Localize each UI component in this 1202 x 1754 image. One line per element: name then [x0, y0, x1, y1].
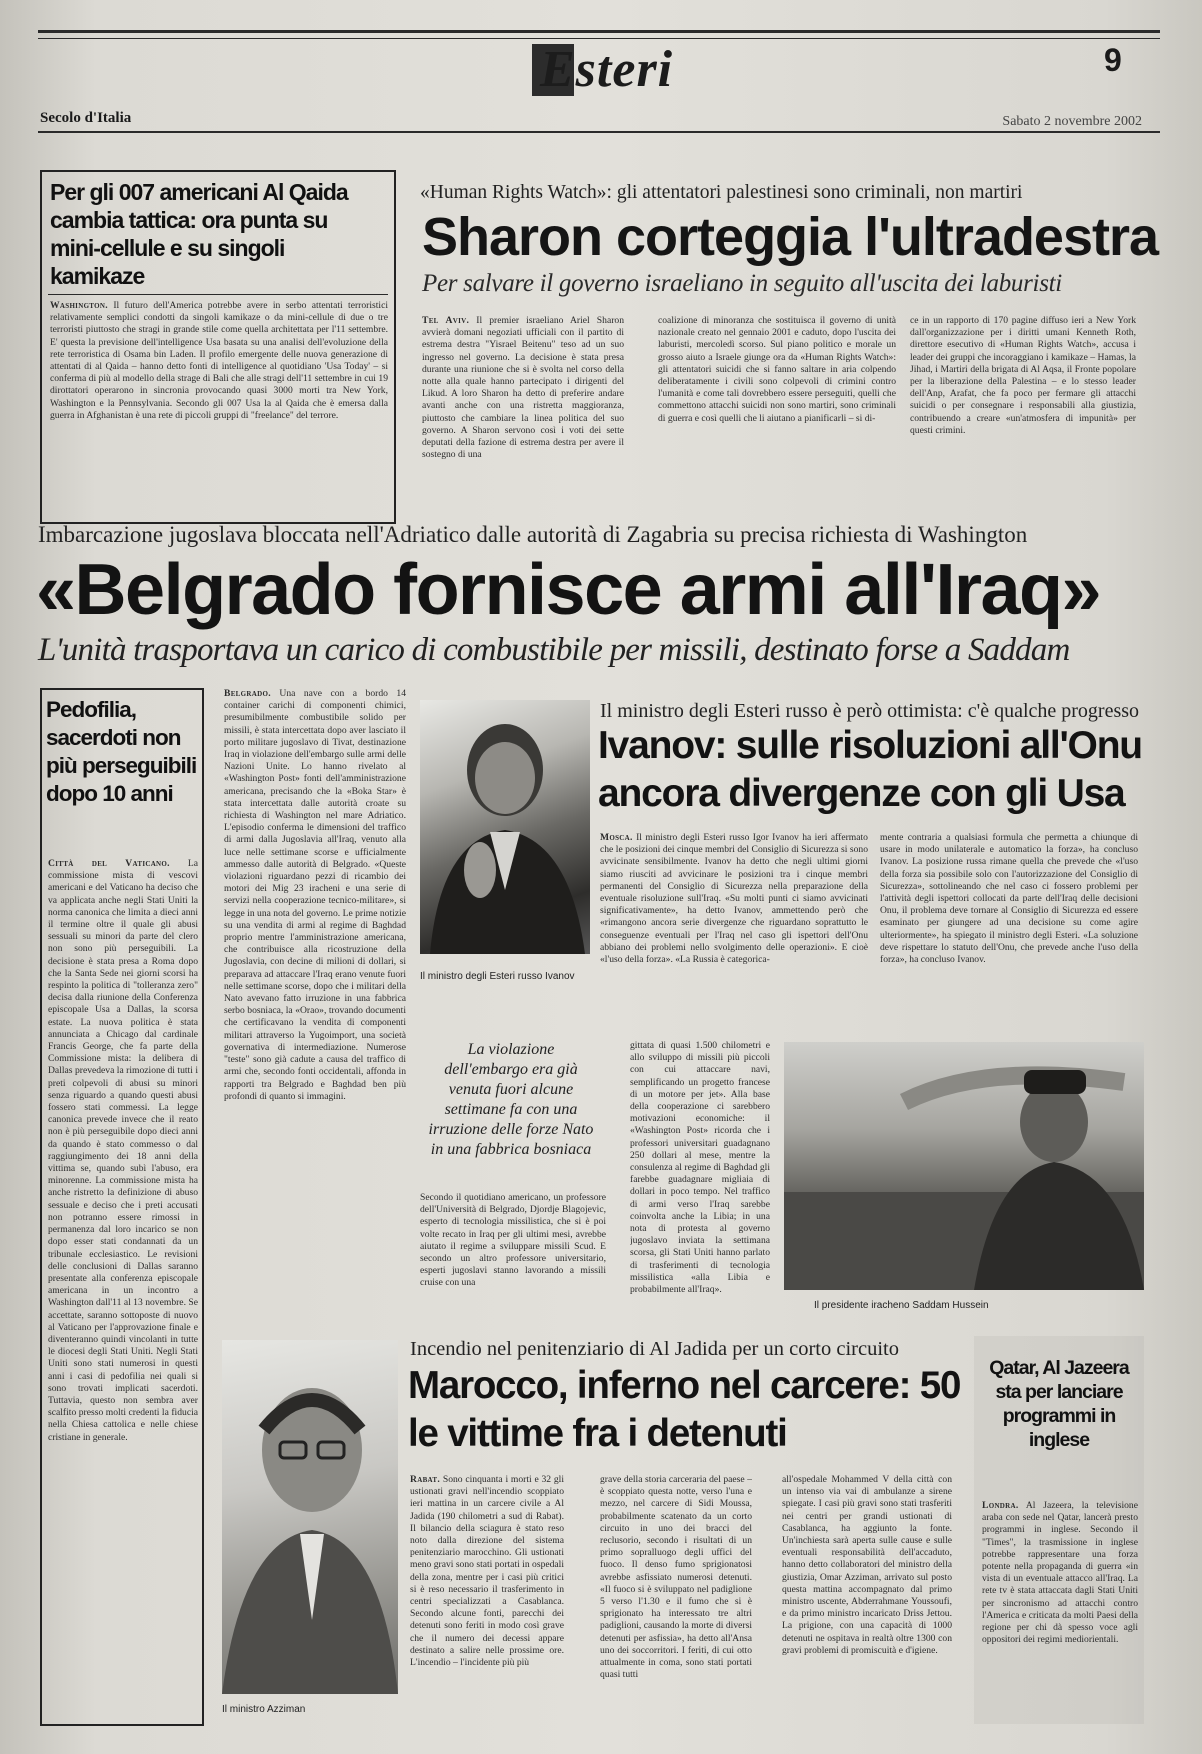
article-007-headline: Per gli 007 americani Al Qaida cambia tattica: ora punta su mini-cellule e su singoli kamikaze: [50, 179, 348, 289]
sharon-headline: Sharon corteggia l'ultradestra: [422, 207, 1159, 267]
article-007-text: Il futuro dell'America potrebbe avere in serbo attentati terroristici relativamente semplici condotti da singoli kamikaze o da mini-cellule di due o tre terroristi piuttosto che stragi in grande stile come quella architettata per l'11 settembre. E' questa la previsione dell'intelligence Usa basata su una analisi dell'evoluzione della rete terroristica di Osama bin Laden. Il profilo emergente delle nuova generazione di attentati di al Qaida – hanno detto fonti di intelligence al quotidiano 'Usa Today' – si conferma di più al modello della strage di Bali che alle stragi dell'11 settembre in cui 19 dirottatori operarono in sincronia provocando quasi 3000 morti tra New York, Washington e la Pennsylvania. Secondo gli 007 Usa la al Qaida che è emersa dalla guerra in Afghanistan è una rete di piccoli gruppi di "freelance" del terrore.: [50, 300, 388, 421]
sharon-col-1-text: Il premier israeliano Ariel Sharon avvierà domani negoziati ufficiali con il partito di estrema destra "Yisrael Beitenu" teso ad un suo ingresso nel governo. La decisione è stata presa durante una riunione che si è svolta nel corso della notte alla quale hanno partecipato i dirigenti del Likud. A loro Sharon ha detto di preferire andare avanti anche con una ristretta maggioranza, piuttosto che cambiare la linea politica del suo governo. A Sharon servono così i voti dei sette deputati della fazione di estrema destra per avere il sostegno di una: [422, 315, 624, 461]
marocco-kicker: Incendio nel penitenziario di Al Jadida per un corto circuito: [410, 1338, 899, 1360]
issue-date: Sabato 2 novembre 2002: [1002, 114, 1142, 129]
belgrado-dateline: Belgrado.: [224, 688, 271, 699]
ivanov-col-1: [600, 832, 868, 1000]
article-007-divider: [48, 294, 388, 295]
azziman-photo: [222, 1340, 398, 1694]
belgrado-kicker: Imbarcazione jugoslava bloccata nell'Adriatico dalle autorità di Zagabria su precisa richiesta di Washington: [38, 522, 1028, 547]
paper-name: Secolo d'Italia: [40, 110, 132, 126]
belgrado-col-3: gittata di quasi 1.500 chilometri e allo sviluppo di missili più piccoli con cui attaccare navi, semplificando un progetto francese di un motore per jet». Alla base della cooperazione ci sarebbero motivazioni economiche: il «Washington Post» ricorda che i professori universitari guadagnano 250 dollari al mese, mentre la consulenza al regime di Baghdad gli farebbe guadagnare migliaia di dollari in poco tempo. Nel traffico di armi verso l'Iraq sarebbe coinvolta anche la Libia; in una nota di protesta al governo jugoslavo inviata la settimana scorsa, gli Stati Uniti hanno parlato di trasferimenti di tecnologia missilistica «alla Libia e probabilmente all'Iraq».: [630, 1040, 770, 1296]
belgrado-col-1-text: Una nave con a bordo 14 container carichi di componenti chimici, presumibilmente combustibile solido per missili, è stata intercettata dopo aver lasciato il porto militare jugoslavo di Tivat, destinazione Iraq in violazione dell'embargo sulle armi delle Nazioni Unite. Lo hanno rivelato al «Washington Post» fonti dell'amministrazione americana, precisando che la «Boka Star» è stata intercettata dalle autorità croate su richiesta di Washington nel mare Adriatico. L'episodio conferma le dimensioni del traffico di armi dalla Jugoslavia all'Iraq, venuto alla luce nelle settimane scorse e ufficialmente ammesso dalle autorità di Belgrado. «Queste violazioni riguardano pezzi di ricambio dei motori dei Mig 23 iracheni e una serie di servizi nella cooperazione tecnico-militare», si legge in una nota del governo. Le prime notizie su una vendita di armi al regime di Baghdad proprio mentre l'amministrazione americana, che contribuisce alla ricostruzione della Jugoslavia, con decine di milioni di dollari, si preparava ad attaccare l'Iraq erano venute fuori nelle settimane scorse, dopo che i militari della Nato avevano fatto irruzione in una fabbrica serbo bosniaca, la «Orao», trovando documenti che certificavano la vendita di componenti militari attraverso la Yugoimport, una società governativa di intermediazione. Numerose "teste" sono già cadute a causa del traffico di armi che, secondo fonti occidentali, affonda in rapporti tra Belgrado e Baghdad ben più profondi di quanto si immagini.: [224, 688, 406, 1102]
marocco-headline: Marocco, inferno nel carcere: 50 le vittime fra i detenuti: [408, 1364, 961, 1455]
ivanov-photo: [420, 700, 590, 954]
saddam-photo: [784, 1042, 1144, 1290]
qatar-box: [974, 1336, 1144, 1724]
belgrado-col-2: Secondo il quotidiano americano, un professore dell'Università di Belgrado, Djordje Blagojevic, esperto di tecnologia missilistica, che si è poi volte recato in Iraq per gli ultimi mesi, avrebbe aiutato il regime a sviluppare missili Scud. E secondo un altro professore universitario, esperti jugoslavi stanno lavorando a missili cruise con una: [420, 1192, 606, 1289]
marocco-col-2: grave della storia carceraria del paese – è scoppiato questa notte, verso l'una e mezzo, nel carcere di Sidi Moussa, probabilmente scatenato da un corto circuito in uno dei bracci del reclusorio, secondo i risultati di un primo sopralluogo degli uffici del fuoco. Il denso fumo sprigionatosi avrebbe asfissiato numerosi detenuti. «Il fuoco si è sviluppato nel padiglione 5 verso l'1.30 e il fumo che si è sprigionato ha interessato tre altri padiglioni, causando la morte di diversi detenuti per asfissia», ha detto all'Ansa uno dei soccorritori. I feriti, di cui otto attualmente in coma, sono stati portati quasi tutti: [600, 1474, 752, 1681]
ivanov-col-2: mente contraria a qualsiasi formula che permetta a chiunque di usare in modo unilaterale e automatico la forza», ha concluso Ivanov. La posizione russa rimane quella che prevede che «l'uso della forza sia possibile solo con l'autorizzazione del Consiglio di Sicurezza», sottolineando che nel caso ci fossero problemi per l'attività degli ispettori collocati da parte dell'Iraq delle decisioni Onu, il problema deve tornare al Consiglio di Sicurezza ed essere esaminato per giungere ad una decisione su come agire ulteriormente», ha spiegato il ministro degli Esteri. «La soluzione deve rispettare lo statuto dell'Onu, che prevede anche l'uso della forza», ha concluso Ivanov.: [880, 832, 1138, 966]
ivanov-col-1-text: Il ministro degli Esteri russo Igor Ivanov ha ieri affermato che le posizioni dei cinque membri del Consiglio di Sicurezza si sono avvicinate sensibilmente. Ivanov ha detto che negli ultimi giorni siamo riusciti ad avvicinare le posizioni tra i cinque membri permanenti del Consiglio di Sicurezza nella preparazione della eventuale risoluzione sull'Iraq. «Su molti punti ci siamo avvicinati significativamente», ha detto Ivanov, ammettendo però che «rimangono ancora serie divergenze che riguardano soprattutto le conseguenze eventuali per l'Iraq nel caso gli ispettori dell'Onu abbiano dei problemi nello svolgimento delle operazioni». E cioè «l'uso della forza». «La Russia è categorica-: [600, 832, 868, 966]
saddam-photo-caption: Il presidente iracheno Saddam Hussein: [814, 1300, 989, 1311]
sharon-dateline: Tel Aviv.: [422, 315, 470, 326]
article-007-box: [40, 170, 396, 524]
article-007-body: [50, 300, 388, 520]
qatar-headline: Qatar, Al Jazeera sta per lanciare programmi in inglese: [989, 1357, 1129, 1451]
masthead-bottom-rule: [38, 131, 1160, 133]
page-number: 9: [1104, 42, 1122, 78]
saddam-photo-figure: [784, 1042, 1144, 1290]
pedofilia-dateline: Città del Vaticano.: [48, 858, 170, 869]
ivanov-kicker: Il ministro degli Esteri russo è però ottimista: c'è qualche progresso: [600, 700, 1140, 722]
pedofilia-headline: Pedofilia, sacerdoti non più perseguibili dopo 10 anni: [46, 697, 197, 806]
belgrado-subhead: L'unità trasportava un carico di combustibile per missili, destinato forse a Saddam: [38, 632, 1070, 668]
sharon-kicker: «Human Rights Watch»: gli attentatori palestinesi sono criminali, non martiri: [420, 182, 1023, 203]
article-007-dateline: Washington.: [50, 300, 108, 311]
marocco-col-3: all'ospedale Mohammed V della città con un intenso via vai di ambulanze a sirene spiegate. I casi più gravi sono stati trasferiti nei centri per grandi ustionati di Casablanca, ha aggiunto la fonte. Un'inchiesta sarà aperta sulle cause e sulle eventuali responsabilità dell'accaduto, hanno detto collaboratori del ministro della giustizia, Omar Azziman, arrivato sul posto questa mattina accompagnato dal primo ministro uscente, Abderrahmane Youssoufi, e da primo ministro incaricato Driss Jettou. La prigione, con una capacità di 1000 detenuti ne ospitava in realtà oltre 1300 con gravi problemi di promiscuità e d'igiene.: [782, 1474, 952, 1656]
belgrado-headline: «Belgrado fornisce armi all'Iraq»: [36, 550, 1101, 630]
qatar-text: Al Jazeera, la televisione araba con sede nel Qatar, lancerà presto programmi in inglese. Secondo il "Times", la trasmissione in inglese potrebbe rappresentare una forza potente nella propaganda di guerra «in vista di un eventuale attacco all'Iraq. La rete tv è stata attaccata dagli Stati Uniti per sincronismo ad attacchi contro l'America e criticata da molti Paesi della regione per chi dà spesso voce agli oppositori dei regimi mediorientali.: [982, 1500, 1138, 1646]
qatar-dateline: Londra.: [982, 1500, 1019, 1511]
qatar-body: [982, 1500, 1138, 1718]
sharon-col-3: ce in un rapporto di 170 pagine diffuso ieri a New York dall'organizzazione per i diritti umani Kenneth Roth, direttore esecutivo di «Human Rights Watch», accusa i leader dei gruppi che incoraggiano i kamikaze – Hamas, la Jihad, i Martiri della brigata di Al Aqsa, il Fronte popolare per la liberazione della Palestina – e lo stesso leader dell'Anp, Arafat, che fa poco per fermare gli attacchi suicidi o per consegnare i responsabili alla giustizia, contribuendo a creare «un'atmosfera di impunità» per questi crimini.: [910, 315, 1136, 436]
ivanov-headline: Ivanov: sulle risoluzioni all'Onu ancora divergenze con gli Usa: [598, 724, 1142, 815]
marocco-dateline: Rabat.: [410, 1474, 441, 1485]
ivanov-dateline: Mosca.: [600, 832, 633, 843]
pedofilia-box: [40, 688, 204, 1726]
pedofilia-text: La commissione mista di vescovi americani e del Vaticano ha deciso che va applicata anche negli Stati Uniti la norma canonica che limita a dieci anni il termine oltre il quale gli abusi sessuali su minori da parte del clero non sono più perseguibili. La decisione è stata presa a Roma dopo che la Santa Sede nei giorni scorsi ha respinto la politica di "tolleranza zero" decisa dalla riunione della Conferenza episcopale Usa a Dallas, la scorsa estate. La nuova politica è stata annunciata a Chicago dal cardinale Francis George, che fa parte della Commissione mista: la delibera di Dallas prevedeva la rimozione di tutti i preti colpevoli di abusi su minori senza riguardo a quando questi abusi fossero stati commessi. La legge canonica prevede invece che il reato non è più perseguibile dopo dieci anni da quando è stato commesso o dal raggiungimento dei 18 anni della vittima se, quando subì l'abuso, era minorenne. La commissione mista ha anche ristretto la definizione di abuso sessuale e deciso che i preti accusati non potranno essere rimossi in permanenza dal loro incarico se non dopo esser stati condannati da un tribunale ecclesiastico. Le revisioni delle conclusioni di Dallas saranno presentate alla conferenza episcopale americana in un incontro a Washington dall'11 al 13 novembre. Se accettate, saranno sottoposte di nuovo al Vaticano per l'approvazione finale e diventeranno quindi vincolanti in tutte le diocesi degli Stati Uniti. Negli Stati Uniti sono stati numerosi in questi anni i casi di pedofilia nei quali si sono trovati implicati sacerdoti. Tuttavia, questo non sembra aver scalfito presso molti credenti la fiducia nella Chiesa cattolica e nelle chiese cristiane in generale.: [48, 858, 198, 1443]
top-rule-thin: [38, 38, 1160, 39]
marocco-col-1: [410, 1474, 564, 1724]
section-title: Esteri: [540, 41, 674, 98]
marocco-col-1-text: Sono cinquanta i morti e 32 gli ustionati gravi nell'incendio scoppiato ieri mattina in un carcere civile a Al Jadida (190 chilometri a sud di Rabat). Il bilancio della sciagura è stato reso noto dalla direzione del sistema penitenziario marocchino. Gli ustionati meno gravi sono stati portati in ospedali della zona, mentre per i casi più critici si è reso necessario il trasferimento in centri specializzati a Casablanca. Secondo alcune fonti, parecchi dei detenuti sono feriti in modo così grave che il numero dei decessi appare destinato a salire nelle prossime ore. L'incendio – l'incidente più più: [410, 1474, 564, 1669]
top-rule: [38, 30, 1160, 33]
sharon-col-2: coalizione di minoranza che sostituisca il governo di unità nazionale creato nel gennaio 2001 e caduto, dopo l'uscita dei laburisti, mercoledì scorso. Sul piano politico e morale un grosso aiuto a Israele giunge ora da «Human Rights Watch»: gli attentatori suicidi che si fanno saltare in aria colpendo deliberatamente i civili sono colpevoli di crimini contro l'umanità e come tali dovrebbero essere perseguiti, quelli che commettono attacchi suicidi non sono martiri, sono criminali di guerra e così quelli che li aiutano a pianificarli – si di-: [658, 315, 896, 424]
sharon-col-1: [422, 315, 624, 511]
azziman-photo-figure: [222, 1340, 398, 1694]
belgrado-pullquote: La violazione dell'embargo era già venuta fuori alcune settimane fa con una irruzione delle forze Nato in una fabbrica bosniaca: [428, 1041, 594, 1158]
ivanov-photo-caption: Il ministro degli Esteri russo Ivanov: [420, 971, 575, 982]
azziman-photo-caption: Il ministro Azziman: [222, 1704, 306, 1715]
sharon-subhead: Per salvare il governo israeliano in seguito all'uscita dei laburisti: [422, 270, 1062, 297]
pedofilia-body: [48, 858, 198, 1718]
ivanov-photo-figure: [420, 700, 590, 954]
